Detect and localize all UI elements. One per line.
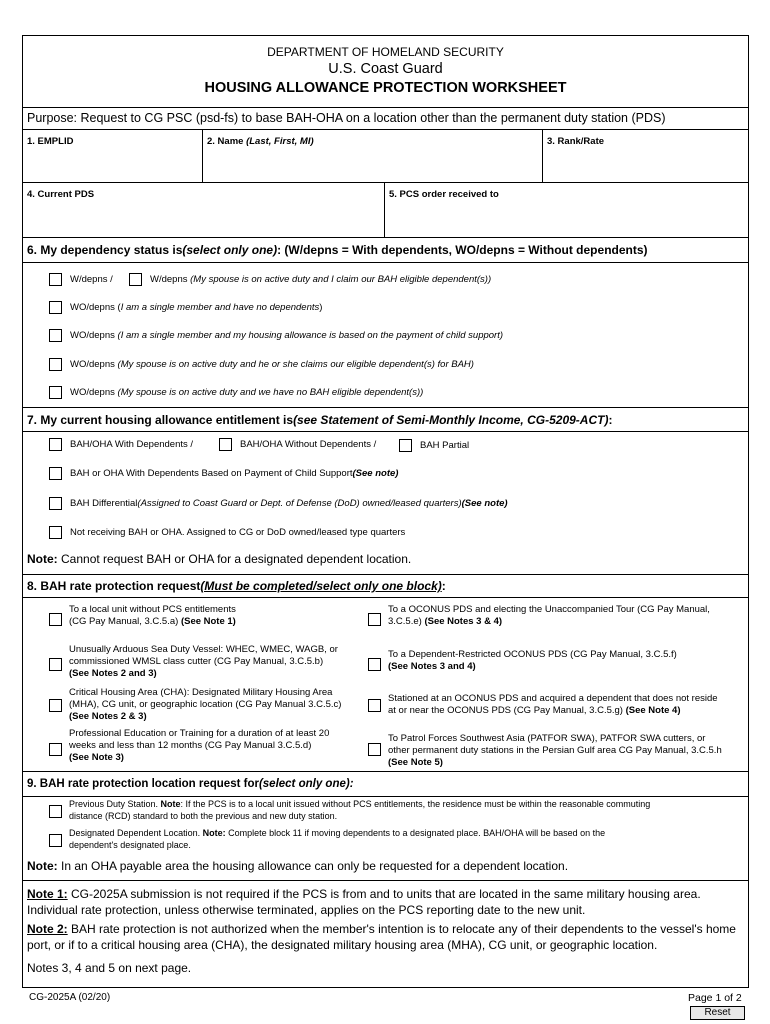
- location-previous-duty-checkbox[interactable]: [49, 805, 62, 818]
- dep-option-wodepns-child-support[interactable]: [49, 329, 503, 342]
- checkbox[interactable]: [399, 439, 412, 452]
- section7-note-label: Note:: [27, 552, 58, 566]
- location-designated-dependent-note: Complete block 11 if moving dependents to a designated place. BAH/OHA will be based on the dependent's designated place.: [69, 828, 606, 850]
- name-label: 2. Name: [207, 136, 244, 147]
- protection-dep-restricted-note: (See Notes 3 and 4): [388, 661, 476, 672]
- dep-option-wodepns-single-label: WO/depns (: [70, 302, 121, 313]
- protection-dep-restricted: [388, 649, 677, 673]
- note-1: [27, 886, 742, 918]
- checkbox[interactable]: [49, 438, 62, 451]
- section6-heading-select: (select only one): [182, 243, 278, 257]
- protection-cha-text: Critical Housing Area (CHA): Designated Military Housing Area (MHA), CG unit, or geographic location (CG Pay Manual 3.C.5.c): [69, 687, 342, 710]
- dep-option-wodepns-no-dependents-note: (My spouse is on active duty and we have no BAH eligible dependent(s)): [117, 387, 424, 398]
- section7-options: [23, 432, 748, 575]
- section9-note: [27, 859, 568, 873]
- section9-note-text: In an OHA payable area the housing allowance can only be requested for a dependent location.: [57, 859, 569, 873]
- section9-heading-text: 9. BAH rate protection location request for: [27, 778, 259, 790]
- section6-heading-legend: : (W/depns = With dependents, WO/depns = Without dependents): [277, 243, 648, 257]
- section9-options: [23, 797, 748, 881]
- entitlement-bah-differential[interactable]: [49, 497, 508, 510]
- location-previous-duty-note-label: Note: [160, 799, 181, 809]
- entitlement-child-support-note: (See note): [352, 468, 399, 479]
- entitlement-not-receiving[interactable]: [49, 526, 405, 539]
- identity-fields-row: [23, 130, 748, 183]
- section7-heading: [23, 408, 748, 432]
- dep-option-wdepns-label: W/depns /: [70, 274, 113, 285]
- checkbox[interactable]: [49, 273, 62, 286]
- notes-continued: Notes 3, 4 and 5 on next page.: [27, 961, 192, 975]
- entitlement-bah-differential-label: BAH Differential: [70, 498, 138, 509]
- protection-local-unit-checkbox[interactable]: [49, 613, 62, 626]
- entitlement-bah-differential-detail: (Assigned to Coast Guard or Dept. of Defense (DoD) owned/leased quarters): [137, 498, 462, 509]
- entitlement-child-support-label: BAH or OHA With Dependents Based on Payment of Child Support: [70, 468, 353, 479]
- location-designated-dependent: [69, 827, 605, 851]
- emplid-label: 1. EMPLID: [27, 136, 74, 147]
- section9-note-label: Note:: [27, 859, 58, 873]
- section6-heading: [23, 238, 748, 263]
- section7-note: [27, 552, 411, 566]
- section6-heading-text: 6. My dependency status is: [27, 243, 183, 257]
- entitlement-bah-with-dep[interactable]: [49, 438, 193, 451]
- dep-option-wodepns-spouse-claims-note: (My spouse is on active duty and he or she claims our eligible dependent(s) for BAH): [117, 359, 474, 370]
- note-2: [27, 921, 742, 953]
- location-previous-duty-note: : If the PCS is to a local unit issued without PCS entitlements, the residence must be within the reasonable commuting distance (RCD) standard to both the previous and new duty station.: [69, 799, 651, 821]
- rank-field[interactable]: [543, 130, 748, 182]
- dep-option-wodepns-single[interactable]: [49, 301, 322, 314]
- note-2-text: BAH rate protection is not authorized when the member's intention is to relocate any of their dependents to the vessel's home port, or if to a critical housing area (CHA), the designated military housing area (MHA), CG unit, or geographic location.: [27, 922, 736, 952]
- protection-sea-duty-checkbox[interactable]: [49, 658, 62, 671]
- checkbox[interactable]: [219, 438, 232, 451]
- entitlement-child-support[interactable]: [49, 467, 398, 480]
- dep-option-wodepns-no-dependents[interactable]: [49, 386, 423, 399]
- protection-oconus-dependent-note: (See Note 4): [625, 705, 681, 716]
- dep-option-wodepns-child-support-label: WO/depns: [70, 330, 115, 341]
- protection-sea-duty: [69, 644, 338, 680]
- note-2-label: Note 2:: [27, 922, 68, 936]
- protection-dep-restricted-checkbox[interactable]: [368, 658, 381, 671]
- section8-heading-instruction: (Must be completed/select only one block): [200, 579, 442, 593]
- pcs-order-label: 5. PCS order received to: [389, 189, 499, 200]
- checkbox[interactable]: [49, 526, 62, 539]
- agency-name: U.S. Coast Guard: [328, 61, 443, 77]
- name-field[interactable]: [203, 130, 543, 182]
- note-1-label: Note 1:: [27, 887, 68, 901]
- location-previous-duty-label: Previous Duty Station.: [69, 799, 161, 809]
- section9-heading: [23, 772, 748, 797]
- location-previous-duty: [69, 798, 650, 822]
- location-designated-dependent-label: Designated Dependent Location.: [69, 828, 203, 838]
- protection-oconus-unaccompanied: [388, 604, 710, 628]
- protection-education-note: (See Note 3): [69, 752, 124, 763]
- protection-oconus-unaccompanied-note: (See Notes 3 & 4): [424, 616, 503, 627]
- dep-option-wodepns-single-end: ): [319, 302, 323, 313]
- protection-oconus-dependent-checkbox[interactable]: [368, 699, 381, 712]
- dep-option-wodepns-spouse-claims-label: WO/depns: [70, 359, 115, 370]
- dep-option-wdepns-spouse-label: W/depns: [150, 274, 188, 285]
- dep-option-wdepns[interactable]: [49, 273, 113, 286]
- protection-dep-restricted-text: To a Dependent-Restricted OCONUS PDS (CG Pay Manual, 3.C.5.f): [388, 649, 677, 660]
- checkbox[interactable]: [49, 301, 62, 314]
- name-hint: (Last, First, MI): [246, 136, 314, 147]
- form-title: HOUSING ALLOWANCE PROTECTION WORKSHEET: [204, 80, 567, 96]
- checkbox[interactable]: [49, 358, 62, 371]
- purpose-line: Purpose: Request to CG PSC (psd-fs) to base BAH-OHA on a location other than the permanent duty station (PDS): [23, 108, 748, 130]
- worksheet-form: [22, 35, 749, 988]
- protection-sea-duty-note: (See Notes 2 and 3): [69, 668, 157, 679]
- entitlement-bah-without-dep[interactable]: [219, 438, 376, 451]
- section8-blocks: [23, 598, 748, 772]
- protection-patfor: [388, 733, 722, 769]
- section8-heading-colon: :: [441, 579, 446, 593]
- entitlement-bah-with-dep-label: BAH/OHA With Dependents /: [70, 439, 194, 450]
- dep-option-wodepns-spouse-claims[interactable]: [49, 358, 474, 371]
- protection-oconus-unaccompanied-text: To a OCONUS PDS and electing the Unaccompanied Tour (CG Pay Manual, 3.C.5.e): [388, 604, 710, 627]
- protection-local-unit-note: (See Note 1): [180, 616, 236, 627]
- section7-heading-colon: :: [608, 412, 613, 427]
- section9-heading-select: (select only one):: [258, 778, 354, 790]
- location-designated-dependent-note-label: Note:: [202, 828, 226, 838]
- protection-local-unit: [69, 604, 236, 628]
- protection-education-text: Professional Education or Training for a duration of at least 20 weeks and less than 12 months (CG Pay Manual 3.C.5.d): [69, 728, 330, 751]
- entitlement-not-receiving-label: Not receiving BAH or OHA. Assigned to CG or DoD owned/leased type quarters: [70, 527, 406, 538]
- page-indicator: Page 1 of 2: [688, 992, 742, 1004]
- protection-oconus-dependent-text: Stationed at an OCONUS PDS and acquired a dependent that does not reside at or near the OCONUS PDS (CG Pay Manual, 3.C.5.g): [388, 693, 718, 716]
- section8-heading: [23, 575, 748, 598]
- protection-education-checkbox[interactable]: [49, 743, 62, 756]
- department-name: DEPARTMENT OF HOMELAND SECURITY: [267, 45, 504, 59]
- checkbox[interactable]: [49, 467, 62, 480]
- current-pds-field[interactable]: [23, 183, 385, 237]
- protection-sea-duty-text: Unusually Arduous Sea Duty Vessel: WHEC, WMEC, WAGB, or commissioned WMSL class cutter (CG Pay Manual, 3.C.5.b): [69, 644, 338, 667]
- checkbox[interactable]: [129, 273, 142, 286]
- reset-button[interactable]: Reset: [690, 1006, 745, 1020]
- dep-option-wdepns-spouse[interactable]: [129, 273, 491, 286]
- checkbox[interactable]: [49, 329, 62, 342]
- entitlement-bah-without-dep-label: BAH/OHA Without Dependents /: [240, 439, 377, 450]
- duty-fields-row: [23, 183, 748, 238]
- dep-option-wodepns-no-dependents-label: WO/depns: [70, 387, 115, 398]
- entitlement-bah-partial-label: BAH Partial: [420, 440, 470, 451]
- checkbox[interactable]: [49, 497, 62, 510]
- section7-note-text: Cannot request BAH or OHA for a designated dependent location.: [57, 552, 412, 566]
- protection-cha: [69, 687, 341, 723]
- section7-heading-text: 7. My current housing allowance entitlement is: [27, 412, 294, 427]
- protection-patfor-text: To Patrol Forces Southwest Asia (PATFOR SWA), PATFOR SWA cutters, or other permanent duty stations in the Persian Gulf area CG Pay Manual, 3.C.5.h: [388, 733, 722, 756]
- protection-education: [69, 728, 329, 764]
- dep-option-wdepns-spouse-note: (My spouse is on active duty and I claim our BAH eligible dependent(s)): [190, 274, 492, 285]
- protection-cha-note: (See Notes 2 & 3): [69, 711, 147, 722]
- protection-local-unit-text: To a local unit without PCS entitlements (CG Pay Manual, 3.C.5.a): [69, 604, 236, 627]
- note-1-text: CG-2025A submission is not required if the PCS is from and to units that are located in the same military housing area. Individual rate protection, unless otherwise terminated, applies on the PCS reporting date to the new unit.: [27, 887, 701, 917]
- protection-oconus-dependent: [388, 693, 718, 717]
- section6-options: [23, 263, 748, 408]
- location-designated-dependent-checkbox[interactable]: [49, 834, 62, 847]
- notes-section: [23, 881, 748, 981]
- emplid-field[interactable]: [23, 130, 203, 182]
- pcs-order-field[interactable]: [385, 183, 748, 237]
- protection-patfor-checkbox[interactable]: [368, 743, 381, 756]
- protection-patfor-note: (See Note 5): [388, 757, 443, 768]
- dep-option-wodepns-single-note: I am a single member and have no dependents: [120, 302, 320, 313]
- protection-oconus-unaccompanied-checkbox[interactable]: [368, 613, 381, 626]
- rank-label: 3. Rank/Rate: [547, 136, 605, 147]
- dep-option-wodepns-child-support-note: (I am a single member and my housing allowance is based on the payment of child support): [117, 330, 504, 341]
- entitlement-bah-partial[interactable]: [399, 439, 469, 452]
- checkbox[interactable]: [49, 386, 62, 399]
- section8-heading-text: 8. BAH rate protection request: [27, 579, 201, 593]
- current-pds-label: 4. Current PDS: [27, 189, 95, 200]
- form-header: [23, 36, 748, 108]
- entitlement-bah-differential-note: (See note): [461, 498, 508, 509]
- section7-heading-ref: (see Statement of Semi-Monthly Income, CG-5209-ACT): [293, 412, 609, 427]
- form-number: CG-2025A (02/20): [29, 992, 111, 1003]
- protection-cha-checkbox[interactable]: [49, 699, 62, 712]
